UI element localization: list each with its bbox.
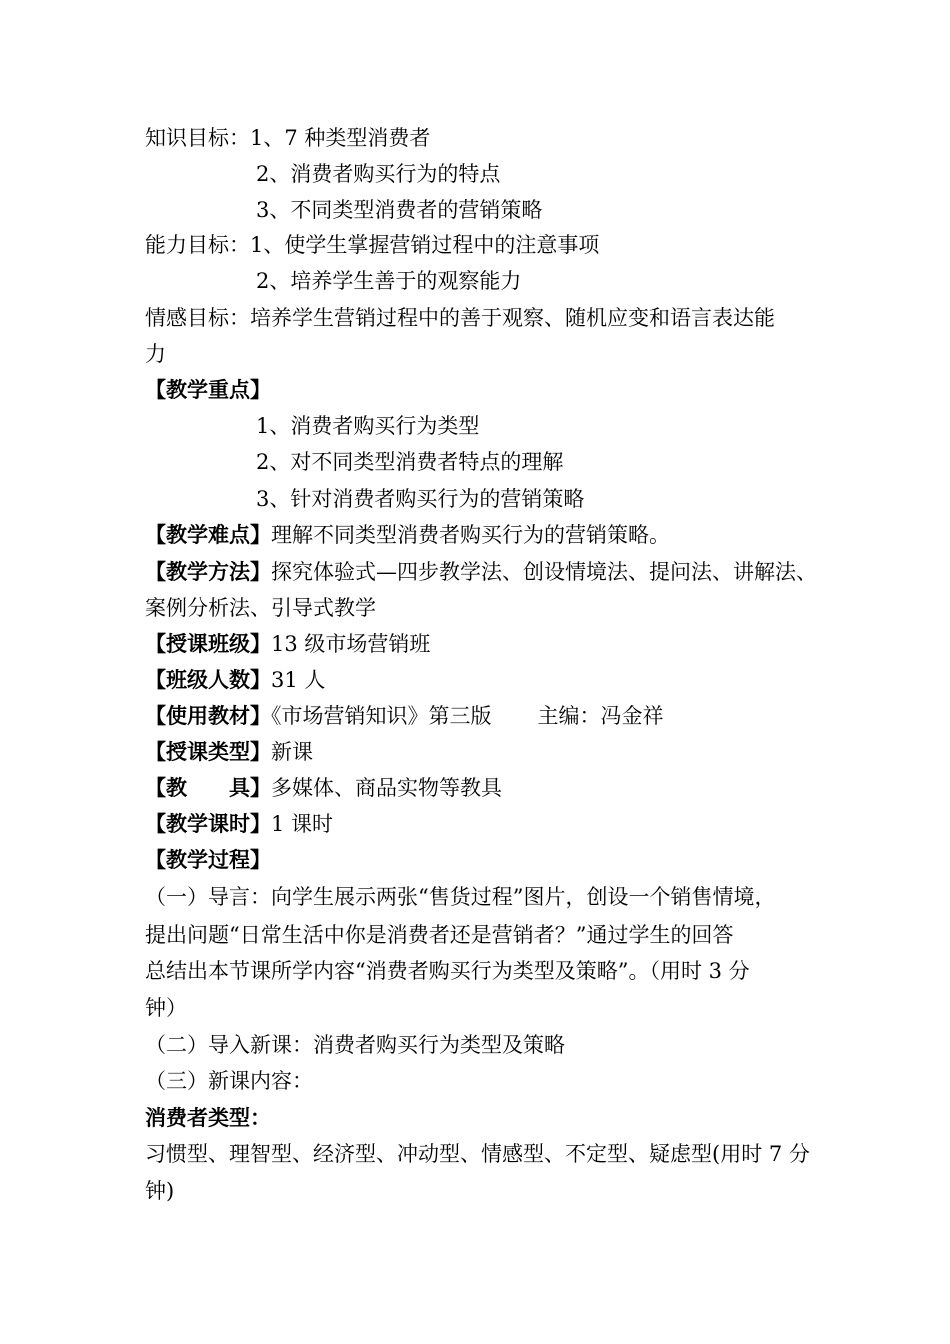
emotion-objective-label: 情感目标： <box>145 306 250 330</box>
ability-objective-line-1 <box>145 233 599 257</box>
class-name-text: 13 级市场营销班 <box>271 632 431 656</box>
emotion-objective-text: 培养学生营销过程中的善于观察、随机应变和语言表达能 <box>250 306 775 330</box>
class-size-heading: 【班级人数】 <box>145 667 271 692</box>
tools-line <box>145 776 502 800</box>
lesson-type-text: 新课 <box>271 740 313 764</box>
knowledge-objective-item: 2、消费者购买行为的特点 <box>256 162 501 186</box>
knowledge-objective-label: 知识目标： <box>145 126 250 150</box>
class-name-line <box>145 632 430 656</box>
process-intro-line: 提出问题“日常生活中你是消费者还是营销者？”通过学生的回答 <box>145 923 734 947</box>
process-intro-line: （一）导言：向学生展示两张“售货过程”图片，创设一个销售情境， <box>145 885 776 909</box>
methods-text: 探究体验式—四步教学法、创设情境法、提问法、讲解法、 <box>271 560 817 584</box>
ability-objective-item: 2、培养学生善于的观察能力 <box>256 269 522 293</box>
difficulty-heading: 【教学难点】 <box>145 522 271 547</box>
knowledge-objective-item: 3、不同类型消费者的营销策略 <box>256 198 543 222</box>
textbook-title: 《市场营销知识》第三版 <box>271 704 492 728</box>
methods-text-continued: 案例分析法、引导式教学 <box>145 596 376 620</box>
knowledge-objective-line-1 <box>145 126 430 150</box>
key-point-item: 3、针对消费者购买行为的营销策略 <box>256 487 585 511</box>
class-size-text: 31 人 <box>271 668 326 692</box>
tools-text: 多媒体、商品实物等教具 <box>271 776 502 800</box>
class-size-line <box>145 668 325 692</box>
knowledge-objective-item: 1、7 种类型消费者 <box>250 126 431 150</box>
process-intro-line: 钟） <box>145 996 187 1020</box>
process-intro-line: 总结出本节课所学内容“消费者购买行为类型及策略”。（用时 3 分 <box>145 959 750 983</box>
emotion-objective-line-1 <box>145 306 775 330</box>
hours-heading: 【教学课时】 <box>145 811 271 836</box>
key-points-heading: 【教学重点】 <box>145 377 271 402</box>
key-point-item: 2、对不同类型消费者特点的理解 <box>256 450 564 474</box>
methods-heading: 【教学方法】 <box>145 559 271 584</box>
textbook-line <box>145 704 664 728</box>
hours-text: 1 课时 <box>271 812 334 836</box>
consumer-types-heading: 消费者类型： <box>145 1105 271 1130</box>
process-new-lesson: （二）导入新课：消费者购买行为类型及策略 <box>145 1033 565 1057</box>
tools-heading: 【教 具】 <box>145 775 271 800</box>
textbook-editor: 主编：冯金祥 <box>537 704 664 728</box>
consumer-types-text-continued: 钟) <box>145 1179 175 1203</box>
difficulty-line <box>145 523 670 547</box>
class-name-heading: 【授课班级】 <box>145 631 271 656</box>
process-heading: 【教学过程】 <box>145 847 271 872</box>
ability-objective-label: 能力目标： <box>145 233 250 257</box>
process-content: （三）新课内容： <box>145 1069 313 1093</box>
methods-line-1 <box>145 560 817 584</box>
emotion-objective-text-continued: 力 <box>145 342 166 366</box>
consumer-types-text: 习惯型、理智型、经济型、冲动型、情感型、不定型、疑虑型(用时 7 分 <box>145 1142 810 1166</box>
textbook-heading: 【使用教材】 <box>145 703 271 728</box>
lesson-type-line <box>145 740 313 764</box>
ability-objective-item: 1、使学生掌握营销过程中的注意事项 <box>250 233 600 257</box>
lesson-type-heading: 【授课类型】 <box>145 739 271 764</box>
difficulty-text: 理解不同类型消费者购买行为的营销策略。 <box>271 523 670 547</box>
key-point-item: 1、消费者购买行为类型 <box>256 414 480 438</box>
hours-line <box>145 812 333 836</box>
